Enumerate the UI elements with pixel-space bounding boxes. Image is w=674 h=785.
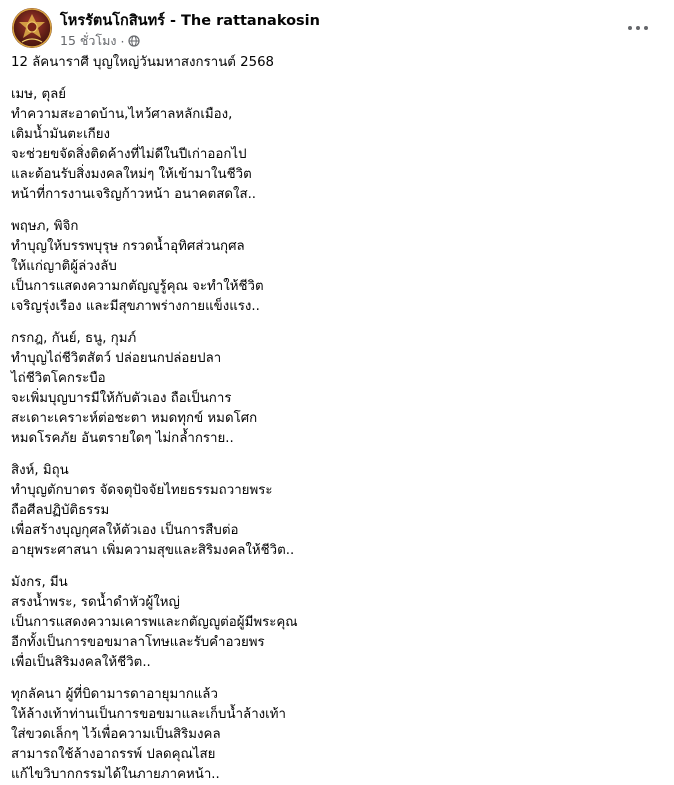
- section-line: เพื่อเป็นสิริมงคลให้ชีวิต..: [11, 655, 151, 670]
- section-line: ใส่ขวดเล็กๆ ไว้เพื่อความเป็นสิริมงคล: [11, 727, 221, 742]
- more-dot: [628, 26, 632, 30]
- zodiac-section: [11, 329, 651, 449]
- section-line: เติมน้ำมันตะเกียง: [11, 127, 111, 142]
- section-line: ไถ่ชีวิตโคกระบือ: [11, 371, 106, 386]
- section-line: จะช่วยขจัดสิ่งติดค้างที่ไม่ดีในปีเก่าออกไป: [11, 147, 247, 162]
- section-line: อายุพระศาสนา เพิ่มความสุขและสิริมงคลให้ชีวิต..: [11, 543, 295, 558]
- more-options-button[interactable]: [628, 22, 648, 34]
- section-line: ให้แก่ญาติผู้ล่วงลับ: [11, 259, 117, 274]
- all-zodiac-section: [11, 685, 651, 785]
- section-line: ทำความสะอาดบ้าน,ไหว้ศาลหลักเมือง,: [11, 107, 233, 122]
- section-line: สะเดาะเคราะห์ต่อชะตา หมดทุกข์ หมดโศก: [11, 411, 258, 426]
- section-heading: เมษ, ตุลย์: [11, 87, 67, 102]
- section-line: เจริญรุ่งเรือง และมีสุขภาพร่างกายแข็งแรง..: [11, 299, 260, 314]
- globe-icon[interactable]: [128, 35, 140, 47]
- section-line: ทุกลัคนา ผู้ที่บิดามารดาอายุมากแล้ว: [11, 687, 218, 702]
- section-heading: สิงห์, มิถุน: [11, 463, 69, 478]
- post-meta: [60, 31, 140, 51]
- section-line: เพื่อสร้างบุญกุศลให้ตัวเอง เป็นการสืบต่อ: [11, 523, 239, 538]
- zodiac-section: [11, 573, 651, 673]
- post-header: [12, 8, 662, 50]
- section-line: และต้อนรับสิ่งมงคลใหม่ๆ ให้เข้ามาในชีวิต: [11, 167, 252, 182]
- post-timestamp[interactable]: 15 ชั่วโมง: [60, 33, 117, 48]
- section-line: อีกทั้งเป็นการขอขมาลาโทษและรับคำอวยพร: [11, 635, 265, 650]
- section-line: หน้าที่การงานเจริญก้าวหน้า อนาคตสดใส..: [11, 187, 257, 202]
- section-line: แก้ไขวิบากกรรมได้ในภายภาคหน้า..: [11, 767, 220, 782]
- section-line: ทำบุญตักบาตร จัดจตุปัจจัยไทยธรรมถวายพระ: [11, 483, 273, 498]
- section-line: เป็นการแสดงความเคารพและกตัญญูต่อผู้มีพระคุณ: [11, 615, 298, 630]
- zodiac-section: [11, 217, 651, 317]
- avatar-emblem-icon: [12, 8, 52, 48]
- section-heading: กรกฎ, กันย์, ธนู, กุมภ์: [11, 331, 137, 346]
- zodiac-section: [11, 85, 651, 205]
- section-line: เป็นการแสดงความกตัญญูรู้คุณ จะทำให้ชีวิต: [11, 279, 264, 294]
- meta-separator: ·: [120, 33, 125, 49]
- section-line: ให้ล้างเท้าท่านเป็นการขอขมาและเก็บน้ำล้างเท้า: [11, 707, 286, 722]
- section-line: หมดโรคภัย อันตรายใดๆ ไม่กล้ำกราย..: [11, 431, 234, 446]
- zodiac-section: [11, 461, 651, 561]
- page-avatar[interactable]: [12, 8, 52, 48]
- section-line: สามารถใช้ล้างอาถรรพ์ ปลดคุณไสย: [11, 747, 216, 762]
- section-line: สรงน้ำพระ, รดน้ำดำหัวผู้ใหญ่: [11, 595, 180, 610]
- section-heading: มังกร, มีน: [11, 575, 68, 590]
- section-line: ทำบุญให้บรรพบุรุษ กรวดน้ำอุทิศส่วนกุศล: [11, 239, 245, 254]
- section-heading: พฤษภ, พิจิก: [11, 219, 79, 234]
- post-message: [11, 53, 651, 785]
- post-title: 12 ลัคนาราศี บุญใหญ่วันมหาสงกรานต์ 2568: [11, 55, 274, 70]
- section-line: ถือศีลปฏิบัติธรรม: [11, 503, 110, 518]
- section-line: จะเพิ่มบุญบารมีให้กับตัวเอง ถือเป็นการ: [11, 391, 232, 406]
- page-name-link[interactable]: โหรรัตนโกสินทร์ - The rattanakosin: [60, 13, 320, 29]
- section-line: ทำบุญไถ่ชีวิตสัตว์ ปล่อยนกปล่อยปลา: [11, 351, 222, 366]
- more-dot: [636, 26, 640, 30]
- more-dot: [644, 26, 648, 30]
